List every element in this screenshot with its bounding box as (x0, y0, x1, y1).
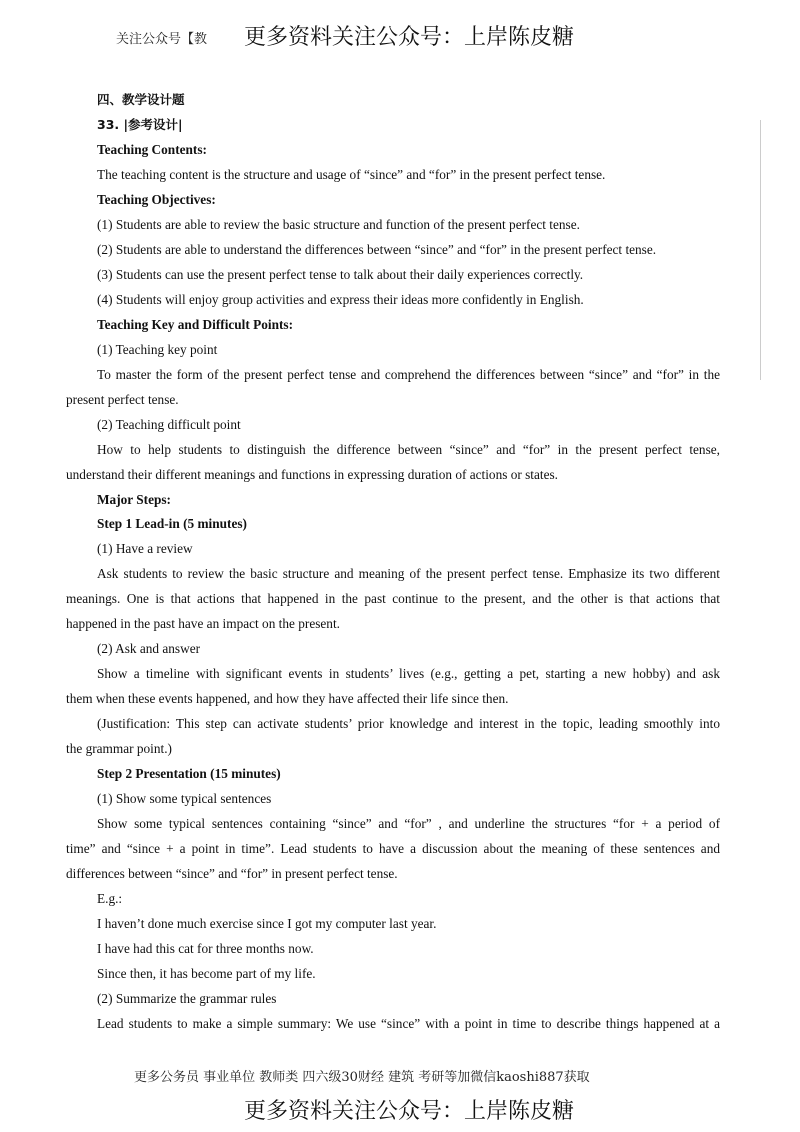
section-heading: Teaching Contents: (97, 141, 207, 157)
text-line: differences between “since” and “for” in present perfect tense. (66, 866, 398, 882)
text-line: present perfect tense. (66, 391, 179, 407)
text-line: the grammar point.) (66, 741, 172, 757)
text-line: (1) Students are able to review the basic structure and function of the present perfect tense. (97, 216, 580, 232)
text-line: The teaching content is the structure and usage of “since” and “for” in the present perfect tense. (97, 166, 606, 182)
text-line: (3) Students can use the present perfect tense to talk about their daily experiences correctly. (97, 266, 584, 282)
text-line: How to help students to distinguish the difference between “since” and “for” in the present perfect tense, (97, 441, 720, 457)
section-heading: Step 1 Lead-in (5 minutes) (97, 516, 247, 532)
text-line: Show a timeline with significant events in students’ lives (e.g., getting a pet, starting a new hobby) and ask (97, 666, 720, 682)
text-line: E.g.: (97, 891, 123, 907)
text-line: Since then, it has become part of my life. (97, 965, 316, 981)
text-line: understand their different meanings and functions in expressing duration of actions or states. (66, 466, 558, 482)
text-line: (2) Ask and answer (97, 641, 201, 657)
text-line: (1) Have a review (97, 541, 193, 557)
section-heading: Teaching Objectives: (97, 191, 216, 207)
scan-margin-line (760, 120, 761, 380)
footer-banner: 更多资料关注公众号：上岸陈皮糖 (244, 1099, 575, 1124)
text-line: happened in the past have an impact on the present. (66, 616, 340, 632)
text-line: Lead students to make a simple summary: We use “since” with a point in time to describe things happened at a (97, 1015, 720, 1031)
text-line: I have had this cat for three months now. (97, 940, 314, 956)
section-heading: 33. |参考设计| (97, 116, 183, 132)
section-heading: Teaching Key and Difficult Points: (97, 316, 294, 332)
header-banner: 更多资料关注公众号：上岸陈皮糖 (244, 25, 575, 50)
text-line: meanings. One is that actions that happened in the past continue to the present, and the other is that actions that (66, 591, 720, 607)
text-line: (1) Show some typical sentences (97, 791, 272, 807)
text-line: (4) Students will enjoy group activities and express their ideas more confidently in English. (97, 291, 584, 307)
text-line: time” and “since + a point in time”. Lead students to have a discussion about the meaning of these sentences and (66, 841, 720, 857)
footer-promo-text: 更多公务员 事业单位 教师类 四六级30财经 建筑 考研等加微信kaoshi887获取 (134, 1070, 590, 1085)
text-line: (2) Students are able to understand the differences between “since” and “for” in the present perfect tense. (97, 241, 657, 257)
text-line: (2) Summarize the grammar rules (97, 990, 277, 1006)
section-heading: 四、教学设计题 (97, 92, 185, 107)
text-line: I haven’t done much exercise since I got my computer last year. (97, 916, 437, 931)
text-line: Show some typical sentences containing “since” and “for” , and underline the structures “for + a period of (97, 816, 720, 832)
text-line: (Justification: This step can activate students’ prior knowledge and interest in the topic, leading smoothly into (97, 716, 720, 732)
section-heading: Major Steps: (97, 491, 171, 507)
section-heading: Step 2 Presentation (15 minutes) (97, 766, 281, 782)
text-line: them when these events happened, and how they have affected their life since then. (66, 691, 509, 707)
text-line: To master the form of the present perfect tense and comprehend the differences between “since” and “for” in the (97, 366, 720, 382)
header-watermark-text: 关注公众号【教 (116, 32, 208, 47)
text-line: Ask students to review the basic structure and meaning of the present perfect tense. Emphasize its two different (97, 566, 720, 582)
text-line: (1) Teaching key point (97, 341, 218, 357)
text-line: (2) Teaching difficult point (97, 416, 241, 432)
